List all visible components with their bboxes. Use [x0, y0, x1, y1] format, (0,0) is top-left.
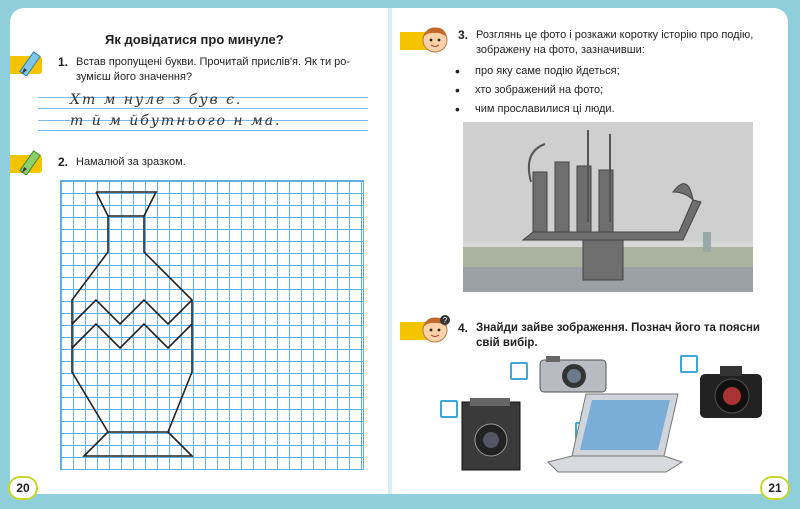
list-item: • хто зображений на фото;: [455, 81, 620, 100]
task2-number: 2.: [58, 155, 69, 169]
task3-line1: Розглянь це фото і розкажи коротку історію про подію,: [476, 29, 754, 41]
checkbox-old-camera[interactable]: [440, 400, 458, 418]
page-number-right: 21: [760, 476, 790, 500]
monument-photo: [463, 122, 753, 292]
task3-line2: зображену на фото, зазначивши:: [476, 44, 645, 56]
writing-line: [38, 108, 368, 109]
list-item: • чим прославилися ці люди.: [455, 100, 620, 119]
boy-face-icon: [420, 24, 450, 54]
task4-number: 4.: [458, 321, 469, 335]
list-item: • про яку саме подію йдеться;: [455, 62, 620, 81]
task1-line1: Встав пропущені букви. Прочитай прислів'я. Як ти ро-: [76, 56, 351, 68]
task4-line1: Знайди зайве зображення. Познач його та поясни: [476, 322, 760, 334]
task2-text: Намалюй за зразком.: [76, 156, 186, 168]
dslr-camera-image: [698, 360, 764, 422]
proverb-line-1: Хт м нуле з був є.: [70, 92, 243, 108]
task1-line2: зумієш його значення?: [76, 71, 193, 83]
pencil-icon: [18, 46, 52, 76]
pencil-icon: [18, 145, 52, 175]
svg-text:?: ?: [442, 316, 448, 325]
compact-camera-image: [538, 354, 608, 394]
task3-number: 3.: [458, 28, 469, 42]
task3-bullet-list: [455, 62, 620, 119]
proverb-line-2: т й м йбутнього н ма.: [70, 113, 282, 129]
laptop-image: [546, 390, 686, 476]
page-title: Як довідатися про минуле?: [105, 32, 284, 47]
boy-face-question-icon: [420, 314, 450, 344]
task1-number: 1.: [58, 55, 69, 69]
checkbox-dslr-camera[interactable]: [680, 355, 698, 373]
page-number-left: 20: [8, 476, 38, 500]
task4-line2: свій вибір.: [476, 337, 538, 349]
vase-sample-drawing: [60, 180, 364, 470]
checkbox-compact-camera[interactable]: [510, 362, 528, 380]
writing-line: [38, 130, 368, 131]
old-camera-image: [460, 396, 522, 474]
